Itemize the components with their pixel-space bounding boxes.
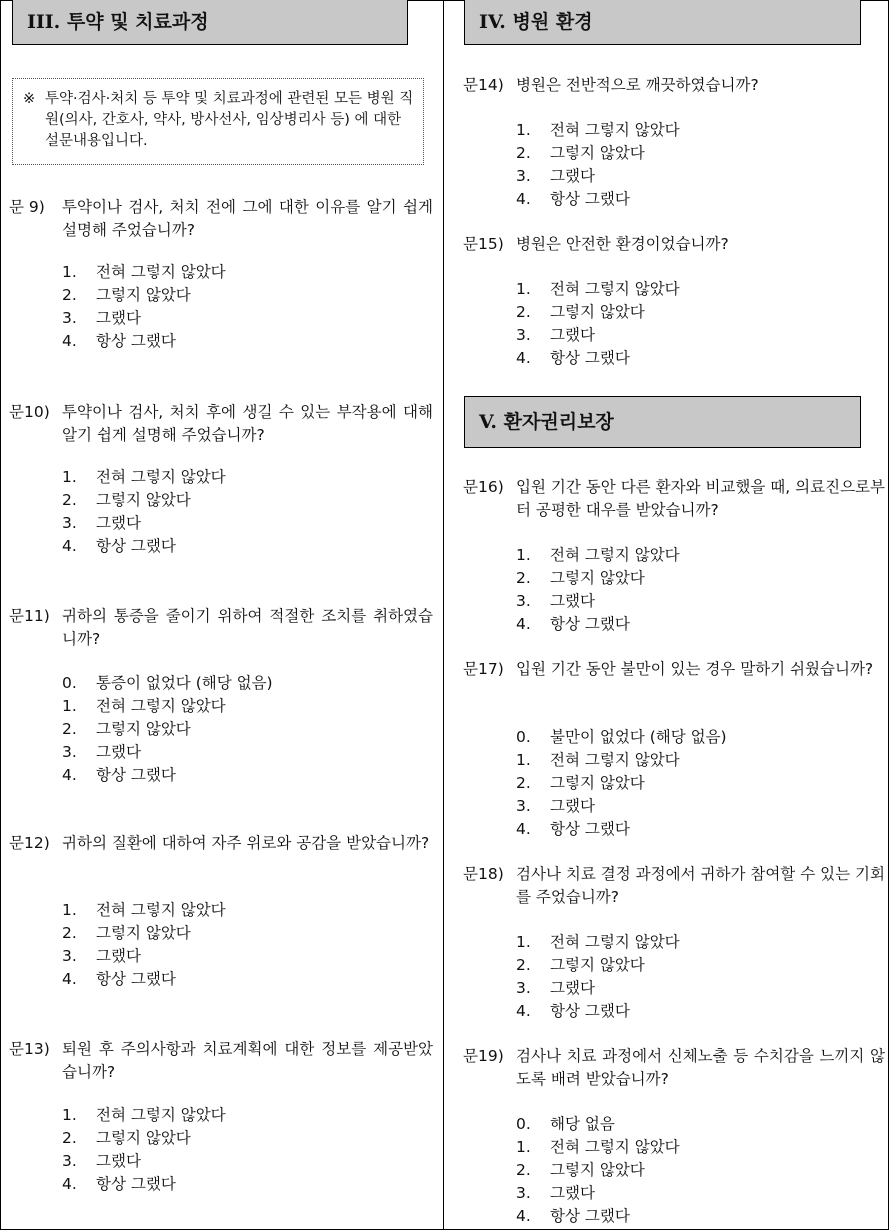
question-text: 투약이나 검사, 처치 후에 생길 수 있는 부작용에 대해 알기 쉽게 설명해 주었습니까? — [62, 403, 433, 444]
option-item[interactable]: 1. 전혀 그렇지 않았다 — [516, 1138, 680, 1156]
option-item[interactable]: 3. 그랬다 — [516, 979, 595, 997]
option-item[interactable]: 4. 항상 그랬다 — [516, 615, 630, 633]
right-column — [443, 1, 889, 1229]
question-number: 문17) — [463, 660, 504, 678]
option-item[interactable]: 3. 그랬다 — [62, 1152, 141, 1170]
option-item[interactable]: 4. 항상 그랬다 — [516, 820, 630, 838]
question-text: 입원 기간 동안 다른 환자와 비교했을 때, 의료진으로부터 공평한 대우를 받았습니까? — [516, 478, 885, 519]
note-text: 투약·검사·처치 등 투약 및 치료과정에 관련된 모든 병원 직원(의사, 간호사, 약사, 방사선사, 임상병리사 등) 에 대한 설문내용입니다. — [45, 91, 414, 149]
question-15 — [463, 233, 885, 256]
options-q14 — [516, 119, 680, 211]
option-item[interactable]: 1. 전혀 그렇지 않았다 — [516, 121, 680, 139]
options-q18 — [516, 931, 680, 1023]
question-18 — [463, 863, 885, 909]
option-item[interactable]: 3. 그랬다 — [516, 326, 595, 344]
question-number: 문18) — [463, 865, 504, 883]
options-q16 — [516, 544, 680, 636]
question-number: 문16) — [463, 478, 504, 496]
option-item[interactable]: 0. 해당 없음 — [516, 1115, 615, 1133]
question-text: 병원은 전반적으로 깨끗하였습니까? — [516, 76, 759, 94]
options-q9 — [62, 261, 226, 353]
question-text: 입원 기간 동안 불만이 있는 경우 말하기 쉬웠습니까? — [516, 660, 874, 678]
option-item[interactable]: 2. 그렇지 않았다 — [62, 491, 191, 509]
option-item[interactable]: 2. 그렇지 않았다 — [516, 774, 645, 792]
question-14 — [463, 74, 885, 97]
question-19 — [463, 1045, 885, 1091]
question-number: 문12) — [9, 834, 50, 852]
section-header-treatment: III. 투약 및 치료과정 — [12, 0, 408, 45]
option-item[interactable]: 3. 그랬다 — [516, 1184, 595, 1202]
question-number: 문 9) — [9, 198, 45, 216]
option-item[interactable]: 3. 그랬다 — [62, 743, 141, 761]
option-item[interactable]: 3. 그랬다 — [62, 514, 141, 532]
question-text: 퇴원 후 주의사항과 치료계획에 대한 정보를 제공받았습니까? — [62, 1040, 433, 1081]
section-note — [12, 78, 424, 165]
option-item[interactable]: 2. 그렇지 않았다 — [62, 720, 191, 738]
question-number: 문14) — [463, 76, 504, 94]
option-item[interactable]: 2. 그렇지 않았다 — [62, 1129, 191, 1147]
option-item[interactable]: 1. 전혀 그렇지 않았다 — [62, 1106, 226, 1124]
option-item[interactable]: 4. 항상 그랬다 — [516, 190, 630, 208]
option-item[interactable]: 4. 항상 그랬다 — [516, 1002, 630, 1020]
option-item[interactable]: 4. 항상 그랬다 — [516, 1207, 630, 1225]
option-item[interactable]: 3. 그랬다 — [62, 947, 141, 965]
question-number: 문11) — [9, 607, 50, 625]
options-q10 — [62, 466, 226, 558]
option-item[interactable]: 4. 항상 그랬다 — [516, 349, 630, 367]
option-item[interactable]: 3. 그랬다 — [516, 167, 595, 185]
option-item[interactable]: 1. 전혀 그렇지 않았다 — [62, 697, 226, 715]
option-item[interactable]: 4. 항상 그랬다 — [62, 537, 176, 555]
option-item[interactable]: 1. 전혀 그렇지 않았다 — [62, 263, 226, 281]
option-item[interactable]: 1. 전혀 그렇지 않았다 — [516, 751, 680, 769]
question-12 — [9, 832, 433, 855]
option-item[interactable]: 1. 전혀 그렇지 않았다 — [516, 546, 680, 564]
question-text: 검사나 치료 과정에서 신체노출 등 수치감을 느끼지 않도록 배려 받았습니까? — [516, 1047, 885, 1088]
option-item[interactable]: 4. 항상 그랬다 — [62, 766, 176, 784]
question-10 — [9, 401, 433, 447]
question-13 — [9, 1038, 433, 1084]
option-item[interactable]: 2. 그렇지 않았다 — [516, 956, 645, 974]
options-q12 — [62, 899, 226, 991]
question-number: 문15) — [463, 235, 504, 253]
options-q19 — [516, 1113, 680, 1228]
question-text: 귀하의 질환에 대하여 자주 위로와 공감을 받았습니까? — [62, 834, 430, 852]
option-item[interactable]: 0. 통증이 없었다 (해당 없음) — [62, 674, 273, 692]
option-item[interactable]: 2. 그렇지 않았다 — [62, 924, 191, 942]
option-item[interactable]: 1. 전혀 그렇지 않았다 — [516, 933, 680, 951]
option-item[interactable]: 2. 그렇지 않았다 — [516, 303, 645, 321]
question-11 — [9, 605, 433, 651]
question-17 — [463, 658, 885, 681]
left-column — [1, 1, 442, 1229]
option-item[interactable]: 4. 항상 그랬다 — [62, 1175, 176, 1193]
question-text: 병원은 안전한 환경이었습니까? — [516, 235, 729, 253]
option-item[interactable]: 3. 그랬다 — [516, 797, 595, 815]
section-header-patient-rights: V. 환자권리보장 — [464, 396, 861, 448]
question-number: 문19) — [463, 1047, 504, 1065]
section-header-environment: IV. 병원 환경 — [464, 0, 861, 45]
option-item[interactable]: 2. 그렇지 않았다 — [62, 286, 191, 304]
option-item[interactable]: 2. 그렇지 않았다 — [516, 569, 645, 587]
option-item[interactable]: 4. 항상 그랬다 — [62, 332, 176, 350]
option-item[interactable]: 2. 그렇지 않았다 — [516, 1161, 645, 1179]
option-item[interactable]: 1. 전혀 그렇지 않았다 — [516, 280, 680, 298]
question-number: 문10) — [9, 403, 50, 421]
question-9 — [9, 196, 433, 242]
note-mark: ※ — [23, 91, 36, 107]
question-text: 투약이나 검사, 처치 전에 그에 대한 이유를 알기 쉽게 설명해 주었습니까? — [62, 198, 433, 239]
question-number: 문13) — [9, 1040, 50, 1058]
option-item[interactable]: 1. 전혀 그렇지 않았다 — [62, 468, 226, 486]
option-item[interactable]: 4. 항상 그랬다 — [62, 970, 176, 988]
options-q15 — [516, 278, 680, 370]
options-q11 — [62, 672, 273, 787]
options-q17 — [516, 726, 727, 841]
options-q13 — [62, 1104, 226, 1196]
option-item[interactable]: 0. 불만이 없었다 (해당 없음) — [516, 728, 727, 746]
option-item[interactable]: 3. 그랬다 — [516, 592, 595, 610]
question-16 — [463, 476, 885, 522]
option-item[interactable]: 2. 그렇지 않았다 — [516, 144, 645, 162]
question-text: 검사나 치료 결정 과정에서 귀하가 참여할 수 있는 기회를 주었습니까? — [516, 865, 885, 906]
option-item[interactable]: 3. 그랬다 — [62, 309, 141, 327]
question-text: 귀하의 통증을 줄이기 위하여 적절한 조치를 취하였습니까? — [62, 607, 433, 648]
option-item[interactable]: 1. 전혀 그렇지 않았다 — [62, 901, 226, 919]
